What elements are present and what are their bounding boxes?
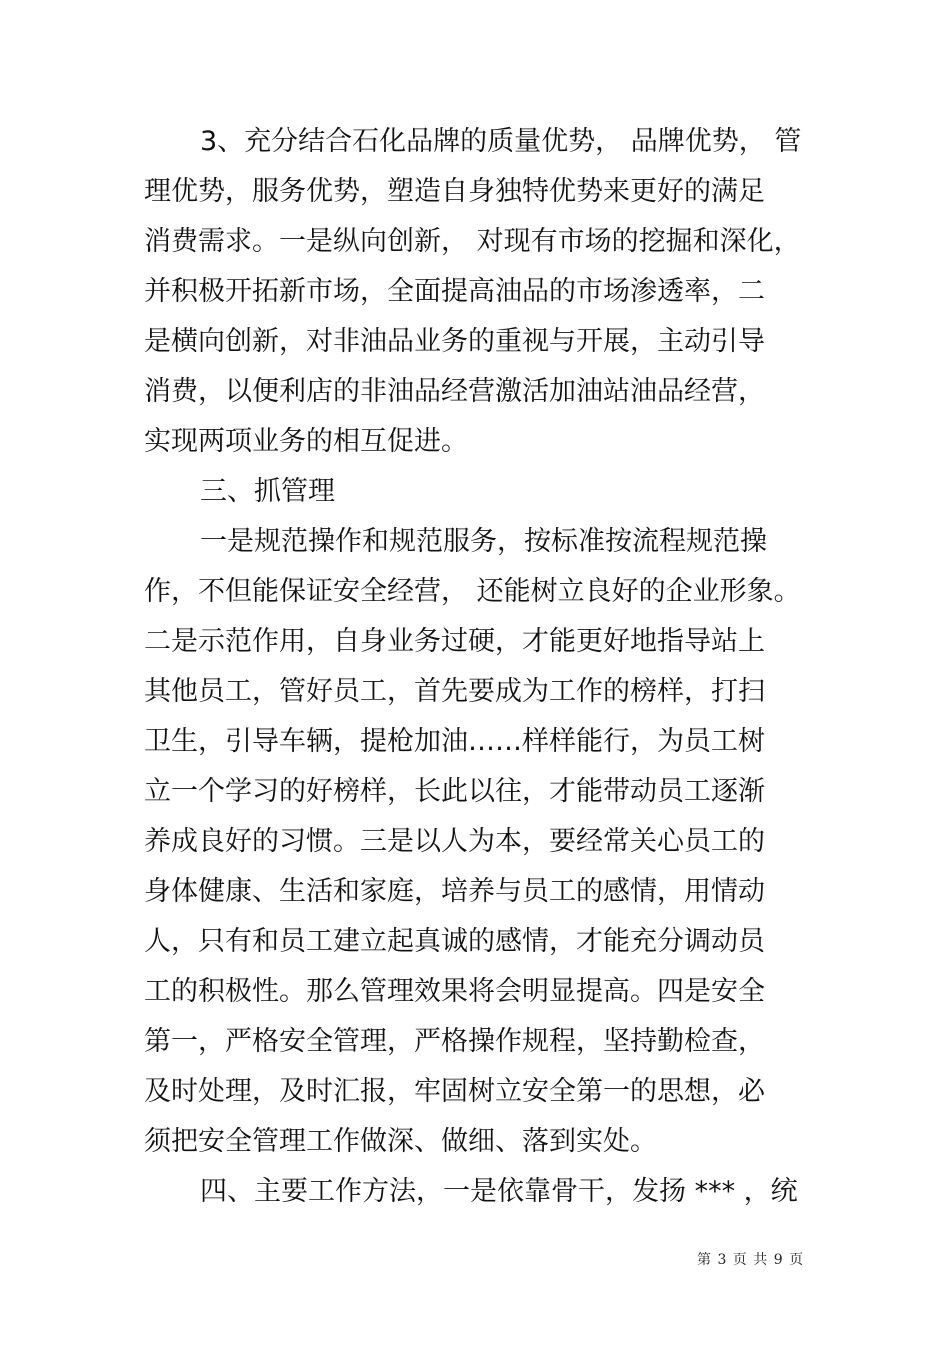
text-line: 实现两项业务的相互促进。 [144,426,468,457]
text-line: 是横向创新，对非油品业务的重视与开展，主动引导 [144,326,765,357]
text-line: 3、充分结合石化品牌的质量优势， 品牌优势， 管 [200,126,802,157]
text-line: 养成良好的习惯。三是以人为本，要经常关心员工的 [144,826,765,857]
text-line: 人，只有和员工建立起真诚的感情，才能充分调动员 [144,926,765,957]
text-line: 作，不但能保证安全经营， 还能树立良好的企业形象。 [144,576,801,607]
text-line: 第一，严格安全管理，严格操作规程，坚持勤检查， [144,1026,765,1057]
text-line: 工的积极性。那么管理效果将会明显提高。四是安全 [144,976,765,1007]
text-line: 其他员工，管好员工，首先要成为工作的榜样，打扫 [144,676,765,707]
section-heading: 三、抓管理 [200,476,335,507]
page-number-footer: 第 3 页 共 9 页 [697,1252,805,1268]
text-line: 二是示范作用，自身业务过硬，才能更好地指导站上 [144,626,765,657]
text-line: 消费，以便利店的非油品经营激活加油站油品经营， [144,376,765,407]
text-line: 及时处理，及时汇报，牢固树立安全第一的思想，必 [144,1076,765,1107]
text-line: 立一个学习的好榜样，长此以往，才能带动员工逐渐 [144,776,765,807]
text-line: 四、主要工作方法，一是依靠骨干，发扬 *** ，统 [200,1176,798,1207]
text-line: 一是规范操作和规范服务，按标准按流程规范操 [200,526,767,557]
text-line: 须把安全管理工作做深、做细、落到实处。 [144,1126,657,1157]
text-line: 身体健康、生活和家庭，培养与员工的感情，用情动 [144,876,765,907]
text-line: 并积极开拓新市场，全面提高油品的市场渗透率，二 [144,276,765,307]
text-line: 消费需求。一是纵向创新， 对现有市场的挖掘和深化， [144,226,801,257]
text-line: 理优势，服务优势，塑造自身独特优势来更好的满足 [144,176,765,207]
text-line: 卫生，引导车辆，提枪加油……样样能行，为员工树 [144,726,765,757]
